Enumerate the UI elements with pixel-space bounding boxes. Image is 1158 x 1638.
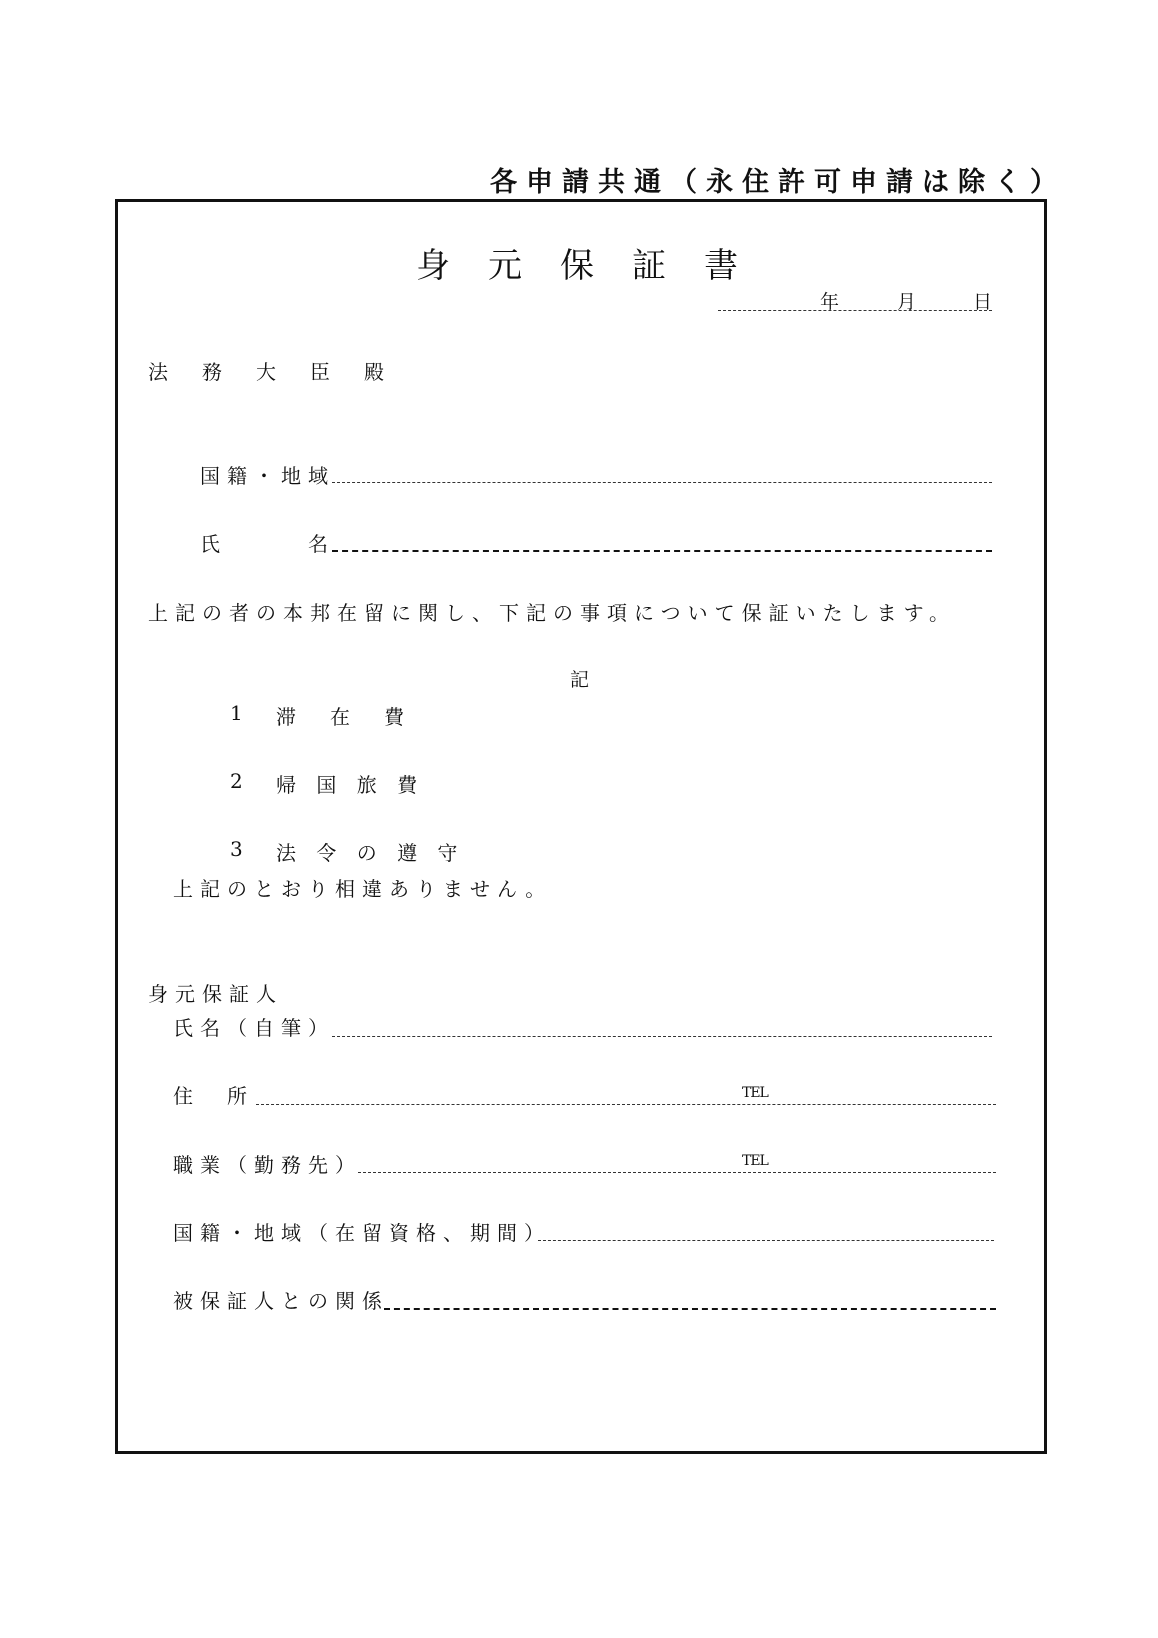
header-note: 各申請共通（永住許可申請は除く）	[490, 167, 1066, 198]
guarantor-name-field[interactable]	[332, 1036, 992, 1037]
guarantee-statement: 上記の者の本邦在留に関し、下記の事項について保証いたします。	[148, 601, 956, 625]
occupation-tel-label: TEL	[742, 1153, 768, 1169]
guarantor-heading: 身元保証人	[148, 982, 283, 1006]
ki-heading: 記	[570, 669, 596, 691]
item-number-1: 1	[230, 701, 250, 725]
date-year-label: 年	[820, 291, 840, 313]
addressee: 法 務 大 臣 殿	[148, 360, 391, 384]
guarantor-name-label: 氏名（自筆）	[173, 1016, 335, 1040]
subject-nationality-label: 国籍・地域	[200, 464, 335, 488]
guarantor-occupation-label: 職業（勤務先）	[173, 1153, 362, 1177]
confirmation-text: 上記のとおり相違ありません。	[173, 877, 553, 901]
guarantor-relation-label: 被保証人との関係	[173, 1289, 389, 1313]
guarantor-nationality-label: 国籍・地域（在留資格、期間）	[173, 1221, 551, 1245]
subject-nationality-field[interactable]	[332, 482, 992, 483]
form-frame	[115, 199, 1047, 1454]
date-month-label: 月	[897, 291, 917, 313]
guarantor-nationality-field[interactable]	[538, 1240, 994, 1241]
guarantor-address-field[interactable]	[256, 1104, 996, 1105]
date-day-label: 日	[973, 291, 993, 313]
guarantor-occupation-field[interactable]	[358, 1172, 996, 1173]
address-tel-label: TEL	[742, 1085, 768, 1101]
item-number-2: 2	[230, 769, 250, 793]
item-label-2: 帰 国 旅 費	[276, 773, 425, 797]
subject-name-label: 氏 名	[200, 532, 335, 556]
form-title: 身元保証書	[416, 246, 776, 286]
item-label-3: 法 令 の 遵 守	[276, 841, 465, 865]
item-label-1: 滞 在 費	[276, 705, 411, 729]
subject-name-field[interactable]	[332, 550, 992, 552]
guarantor-relation-field[interactable]	[384, 1308, 996, 1310]
guarantor-address-label: 住 所	[173, 1084, 254, 1108]
date-field[interactable]	[718, 310, 992, 311]
item-number-3: 3	[230, 837, 250, 861]
